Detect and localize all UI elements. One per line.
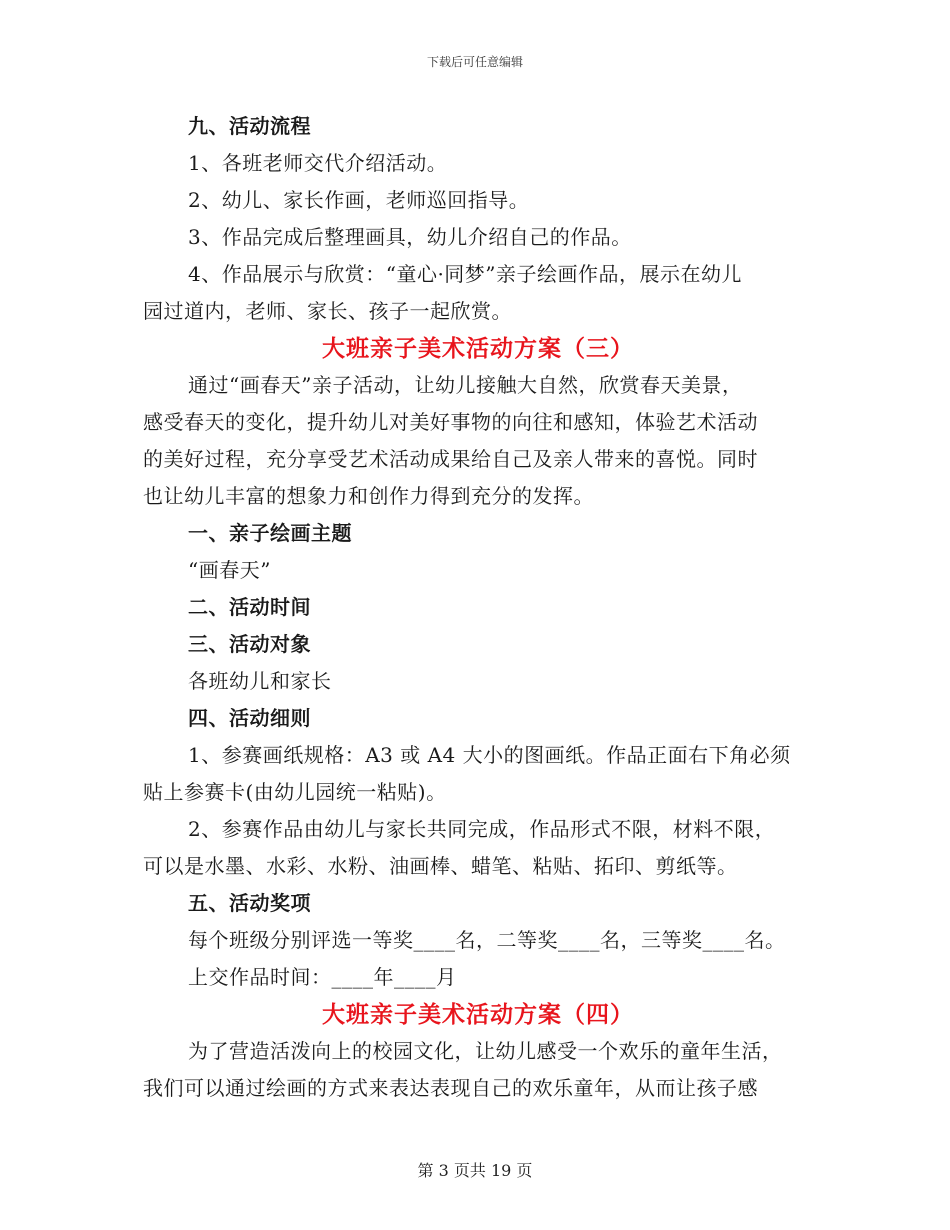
document-body [143, 108, 813, 1107]
paragraph-line: 可以是水墨、水彩、水粉、油画棒、蜡笔、粘贴、拓印、剪纸等。 [143, 854, 738, 878]
paragraph-line: 为了营造活泼向上的校园文化，让幼儿感受一个欢乐的童年生活， [188, 1039, 783, 1063]
page-footer: 第 3 页共 19 页 [417, 1161, 533, 1180]
section-heading: 三、活动对象 [188, 632, 311, 656]
paragraph-line: 2、参赛作品由幼儿与家长共同完成，作品形式不限，材料不限， [188, 817, 776, 841]
paragraph-line: 各班幼儿和家长 [188, 669, 332, 693]
paragraph-line: 也让幼儿丰富的想象力和创作力得到充分的发挥。 [143, 484, 594, 508]
paragraph-line: “画春天” [188, 558, 271, 582]
page-header: 下载后可任意编辑 [426, 55, 523, 69]
paragraph-line: 上交作品时间：____年____月 [188, 965, 457, 989]
section-heading: 九、活动流程 [188, 114, 311, 138]
paragraph-line: 1、参赛画纸规格：A3 或 A4 大小的图画纸。作品正面右下角必须 [188, 743, 791, 767]
section-heading: 五、活动奖项 [188, 891, 311, 915]
paragraph-line: 我们可以通过绘画的方式来表达表现自己的欢乐童年，从而让孩子感 [143, 1076, 758, 1100]
paragraph-line: 2、幼儿、家长作画，老师巡回指导。 [188, 188, 530, 212]
paragraph-line: 3、作品完成后整理画具，幼儿介绍自己的作品。 [188, 225, 632, 249]
paragraph-line: 1、各班老师交代介绍活动。 [188, 151, 448, 175]
paragraph-line: 每个班级分别评选一等奖____名，二等奖____名，三等奖____名。 [188, 928, 786, 952]
paragraph-line: 园过道内，老师、家长、孩子一起欣赏。 [143, 299, 512, 323]
section-heading: 二、活动时间 [188, 595, 311, 619]
paragraph-line: 的美好过程，充分享受艺术活动成果给自己及亲人带来的喜悦。同时 [143, 447, 758, 471]
section-heading: 一、亲子绘画主题 [188, 521, 352, 545]
paragraph-line: 感受春天的变化，提升幼儿对美好事物的向往和感知，体验艺术活动 [143, 410, 758, 434]
section-heading: 四、活动细则 [188, 706, 311, 730]
paragraph-line: 4、作品展示与欣赏：“童心·同梦”亲子绘画作品，展示在幼儿 [188, 262, 743, 286]
section-title: 大班亲子美术活动方案（四） [322, 1001, 634, 1028]
section-title: 大班亲子美术活动方案（三） [322, 335, 634, 362]
paragraph-line: 通过“画春天”亲子活动，让幼儿接触大自然，欣赏春天美景， [188, 373, 743, 397]
paragraph-line: 贴上参赛卡(由幼儿园统一粘贴)。 [143, 780, 447, 804]
